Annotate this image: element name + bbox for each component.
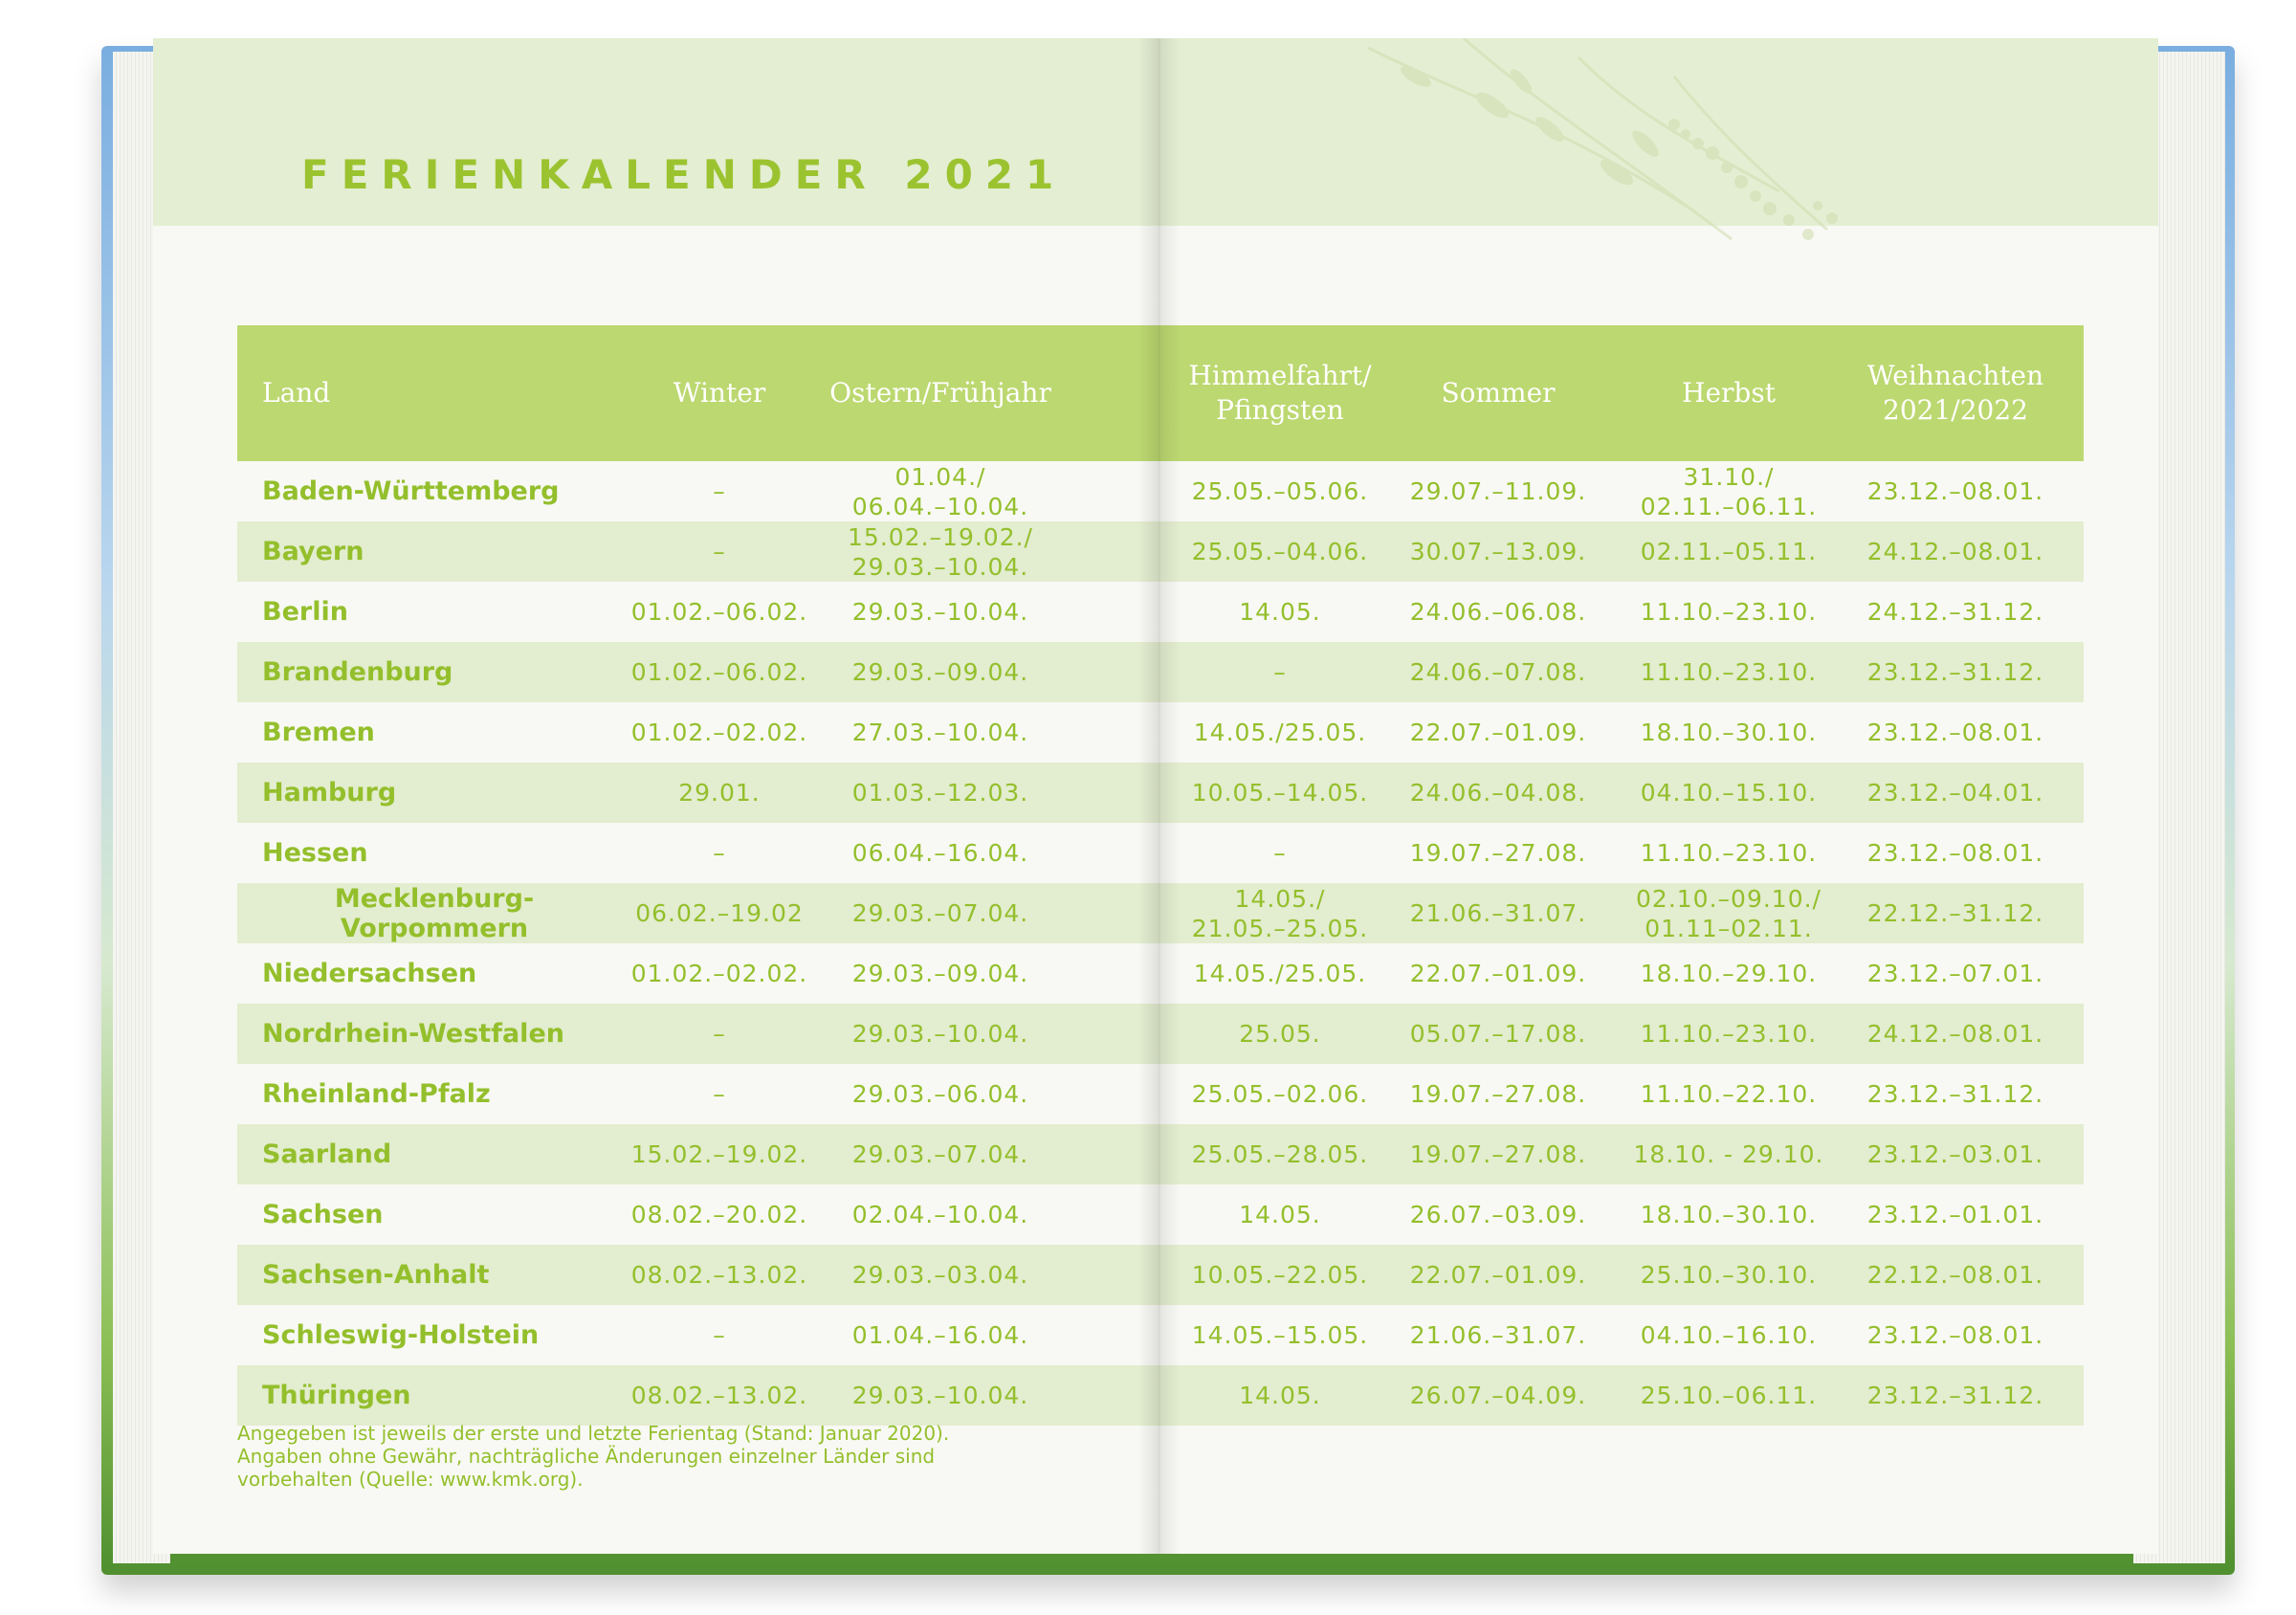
left-page <box>153 38 1159 1554</box>
cell-himmelfahrt: 25.05.–04.06. <box>1191 538 1369 565</box>
col-header-winter: Winter <box>673 377 766 409</box>
table-row <box>237 521 1158 582</box>
table-row <box>237 1124 1158 1184</box>
cell-weihnachten: 23.12.–08.01. <box>1866 477 2044 505</box>
cell-sommer: 22.07.–01.09. <box>1409 719 1587 746</box>
cell-ostern: 15.02.–19.02./ 29.03.–10.04. <box>848 522 1033 581</box>
cell-land: Mecklenburg-Vorpommern <box>334 883 535 943</box>
table-row <box>237 582 1158 642</box>
cell-herbst: 11.10.–23.10. <box>1640 839 1818 867</box>
cell-ostern: 29.03.–09.04. <box>851 960 1029 987</box>
cell-herbst: 18.10. - 29.10. <box>1633 1140 1824 1168</box>
cell-himmelfahrt: 10.05.–22.05. <box>1191 1261 1369 1289</box>
cell-winter: – <box>713 1020 726 1048</box>
cell-herbst: 31.10./ 02.11.–06.11. <box>1640 462 1818 520</box>
cell-himmelfahrt: – <box>1273 839 1287 867</box>
cell-weihnachten: 23.12.–07.01. <box>1866 960 2044 987</box>
cell-sommer: 05.07.–17.08. <box>1409 1020 1587 1048</box>
page-title: FERIENKALENDER 2021 <box>301 151 1067 198</box>
cell-ostern: 29.03.–10.04. <box>851 1020 1029 1048</box>
cell-weihnachten: 23.12.–31.12. <box>1866 1382 2044 1409</box>
cell-winter: 15.02.–19.02. <box>630 1140 808 1168</box>
table-row <box>237 1245 1158 1305</box>
cell-sommer: 24.06.–04.08. <box>1409 779 1587 807</box>
foliage-illustration <box>1330 38 1866 268</box>
table-row <box>237 461 1158 521</box>
cell-ostern: 01.04./ 06.04.–10.04. <box>851 462 1029 520</box>
table-row <box>237 1064 1158 1124</box>
cell-herbst: 18.10.–30.10. <box>1640 1201 1818 1228</box>
cell-himmelfahrt: 14.05. <box>1239 1382 1321 1409</box>
table-row <box>237 642 1158 702</box>
cell-herbst: 11.10.–23.10. <box>1640 598 1818 626</box>
cell-sommer: 24.06.–07.08. <box>1409 658 1587 686</box>
table-row <box>1158 1004 2084 1064</box>
cell-himmelfahrt: – <box>1273 658 1287 686</box>
table-row <box>1158 763 2084 823</box>
table-header-left <box>237 325 1158 461</box>
cell-himmelfahrt: 25.05.–05.06. <box>1191 477 1369 505</box>
cell-sommer: 22.07.–01.09. <box>1409 960 1587 987</box>
cell-ostern: 01.03.–12.03. <box>851 779 1029 807</box>
cell-sommer: 21.06.–31.07. <box>1409 1321 1587 1349</box>
col-header-himmelfahrt: Himmelfahrt/ Pfingsten <box>1188 360 1372 426</box>
cell-sommer: 24.06.–06.08. <box>1409 598 1587 626</box>
cell-land: Thüringen <box>262 1381 411 1410</box>
cell-ostern: 29.03.–10.04. <box>851 598 1029 626</box>
cell-himmelfahrt: 25.05. <box>1239 1020 1321 1048</box>
cell-winter: 08.02.–13.02. <box>630 1261 808 1289</box>
cell-herbst: 18.10.–29.10. <box>1640 960 1818 987</box>
table-row <box>237 1305 1158 1365</box>
table-row <box>1158 702 2084 763</box>
cell-ostern: 01.04.–16.04. <box>851 1321 1029 1349</box>
cell-weihnachten: 24.12.–08.01. <box>1866 1020 2044 1048</box>
table-row <box>1158 1365 2084 1426</box>
cell-ostern: 29.03.–09.04. <box>851 658 1029 686</box>
cell-winter: 01.02.–06.02. <box>630 598 808 626</box>
cell-himmelfahrt: 14.05./ 21.05.–25.05. <box>1191 884 1369 942</box>
col-header-land: Land <box>262 377 331 409</box>
cell-weihnachten: 24.12.–08.01. <box>1866 538 2044 565</box>
table-row <box>1158 823 2084 883</box>
col-header-sommer: Sommer <box>1441 377 1556 409</box>
table-row <box>237 763 1158 823</box>
cell-ostern: 29.03.–03.04. <box>851 1261 1029 1289</box>
table-row <box>1158 642 2084 702</box>
cell-ostern: 29.03.–06.04. <box>851 1080 1029 1108</box>
table-row <box>237 1184 1158 1245</box>
cell-winter: 08.02.–13.02. <box>630 1382 808 1409</box>
cell-sommer: 21.06.–31.07. <box>1409 899 1587 927</box>
footnote-line: Angaben ohne Gewähr, nachträgliche Änderungen einzelner Länder sind <box>237 1445 936 1468</box>
cell-himmelfahrt: 25.05.–28.05. <box>1191 1140 1369 1168</box>
table-row <box>1158 1245 2084 1305</box>
table-row <box>1158 1184 2084 1245</box>
table-row <box>237 702 1158 763</box>
table-row <box>1158 461 2084 521</box>
cell-land: Berlin <box>262 597 348 627</box>
table-row <box>237 1004 1158 1064</box>
cell-land: Hamburg <box>262 778 397 808</box>
table-row <box>1158 1305 2084 1365</box>
cell-herbst: 25.10.–06.11. <box>1640 1382 1818 1409</box>
cell-winter: – <box>713 1080 726 1108</box>
cell-ostern: 29.03.–10.04. <box>851 1382 1029 1409</box>
table-row <box>237 883 1158 943</box>
cell-weihnachten: 23.12.–08.01. <box>1866 839 2044 867</box>
cell-sommer: 26.07.–03.09. <box>1409 1201 1587 1228</box>
cell-sommer: 19.07.–27.08. <box>1409 1080 1587 1108</box>
cell-himmelfahrt: 14.05./25.05. <box>1193 719 1367 746</box>
cell-winter: – <box>713 839 726 867</box>
cell-himmelfahrt: 14.05. <box>1239 1201 1321 1228</box>
cell-weihnachten: 22.12.–31.12. <box>1866 899 2044 927</box>
table-row <box>237 943 1158 1004</box>
cell-sommer: 26.07.–04.09. <box>1409 1382 1587 1409</box>
cell-land: Brandenburg <box>262 657 453 687</box>
cell-sommer: 19.07.–27.08. <box>1409 839 1587 867</box>
col-header-herbst: Herbst <box>1682 377 1776 409</box>
cell-weihnachten: 23.12.–03.01. <box>1866 1140 2044 1168</box>
table-row <box>1158 883 2084 943</box>
table-row <box>1158 1064 2084 1124</box>
cell-herbst: 11.10.–23.10. <box>1640 1020 1818 1048</box>
cell-land: Saarland <box>262 1139 392 1169</box>
cell-land: Sachsen <box>262 1200 384 1229</box>
cell-sommer: 22.07.–01.09. <box>1409 1261 1587 1289</box>
cell-winter: 01.02.–06.02. <box>630 658 808 686</box>
right-page <box>1158 38 2158 1554</box>
cell-herbst: 02.10.–09.10./ 01.11–02.11. <box>1636 884 1821 942</box>
cell-himmelfahrt: 10.05.–14.05. <box>1191 779 1369 807</box>
cell-winter: 29.01. <box>678 779 761 807</box>
cell-winter: – <box>713 1321 726 1349</box>
table-row <box>1158 582 2084 642</box>
cell-land: Niedersachsen <box>262 959 477 988</box>
cell-herbst: 25.10.–30.10. <box>1640 1261 1818 1289</box>
cell-herbst: 11.10.–23.10. <box>1640 658 1818 686</box>
cell-winter: 08.02.–20.02. <box>630 1201 808 1228</box>
cell-himmelfahrt: 14.05.–15.05. <box>1191 1321 1369 1349</box>
cell-winter: – <box>713 477 726 505</box>
table-body-right <box>1158 461 2084 1426</box>
cell-land: Bayern <box>262 537 364 566</box>
cell-sommer: 30.07.–13.09. <box>1409 538 1587 565</box>
cell-weihnachten: 24.12.–31.12. <box>1866 598 2044 626</box>
table-row <box>237 823 1158 883</box>
cell-winter: – <box>713 538 726 565</box>
cell-weihnachten: 23.12.–01.01. <box>1866 1201 2044 1228</box>
cell-herbst: 04.10.–15.10. <box>1640 779 1818 807</box>
cell-land: Sachsen-Anhalt <box>262 1260 490 1290</box>
cell-land: Baden-Württemberg <box>262 476 560 506</box>
cell-weihnachten: 22.12.–08.01. <box>1866 1261 2044 1289</box>
table-row <box>1158 521 2084 582</box>
cell-land: Rheinland-Pfalz <box>262 1079 491 1109</box>
cell-sommer: 29.07.–11.09. <box>1409 477 1587 505</box>
cell-weihnachten: 23.12.–08.01. <box>1866 719 2044 746</box>
table-row <box>1158 1124 2084 1184</box>
cell-winter: 06.02.–19.02 <box>635 899 804 927</box>
col-header-weihnachten: Weihnachten 2021/2022 <box>1866 360 2044 426</box>
cell-weihnachten: 23.12.–31.12. <box>1866 658 2044 686</box>
cell-land: Nordrhein-Westfalen <box>262 1019 564 1049</box>
cell-winter: 01.02.–02.02. <box>630 960 808 987</box>
cell-himmelfahrt: 14.05. <box>1239 598 1321 626</box>
cell-weihnachten: 23.12.–04.01. <box>1866 779 2044 807</box>
table-row <box>237 1365 1158 1426</box>
cell-winter: 01.02.–02.02. <box>630 719 808 746</box>
cell-ostern: 06.04.–16.04. <box>851 839 1029 867</box>
cell-land: Hessen <box>262 838 368 868</box>
footnote <box>237 1422 964 1491</box>
table-body-left <box>237 461 1158 1426</box>
cell-land: Bremen <box>262 718 375 747</box>
cell-himmelfahrt: 14.05./25.05. <box>1193 960 1367 987</box>
cell-ostern: 29.03.–07.04. <box>851 1140 1029 1168</box>
col-header-ostern: Ostern/Frühjahr <box>829 377 1051 409</box>
footnote-line: vorbehalten (Quelle: www.kmk.org). <box>237 1468 584 1491</box>
footnote-line: Angegeben ist jeweils der erste und letzte Ferientag (Stand: Januar 2020). <box>237 1422 950 1445</box>
cell-herbst: 18.10.–30.10. <box>1640 719 1818 746</box>
cell-himmelfahrt: 25.05.–02.06. <box>1191 1080 1369 1108</box>
cell-ostern: 02.04.–10.04. <box>851 1201 1029 1228</box>
cell-ostern: 29.03.–07.04. <box>851 899 1029 927</box>
table-row <box>1158 943 2084 1004</box>
cell-herbst: 11.10.–22.10. <box>1640 1080 1818 1108</box>
cell-herbst: 02.11.–05.11. <box>1640 538 1818 565</box>
cell-weihnachten: 23.12.–08.01. <box>1866 1321 2044 1349</box>
cell-sommer: 19.07.–27.08. <box>1409 1140 1587 1168</box>
cell-land: Schleswig-Holstein <box>262 1320 540 1350</box>
cell-weihnachten: 23.12.–31.12. <box>1866 1080 2044 1108</box>
table-header-right <box>1158 325 2084 461</box>
cell-ostern: 27.03.–10.04. <box>851 719 1029 746</box>
cell-herbst: 04.10.–16.10. <box>1640 1321 1818 1349</box>
